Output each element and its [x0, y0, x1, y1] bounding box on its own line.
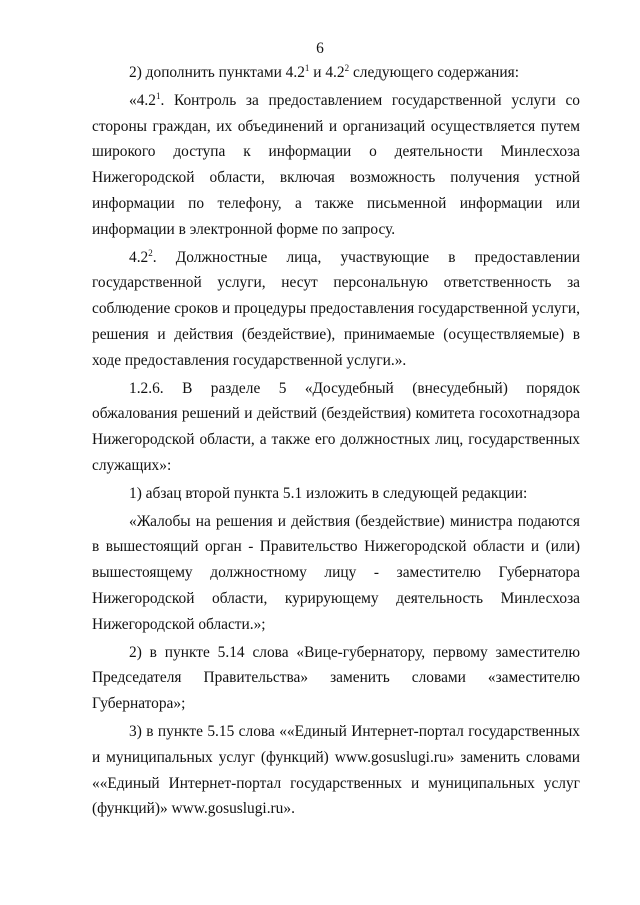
paragraph-4-2-1: «$4.2^1$. Контроль за предоставлением государственной услуги со стороны граждан, их объединений и организаций осуществляется путем широкого доступа к информации о деятельности Минлесхоза Нижегородской области, включая возможность получения устной информации по телефону, а также письменной информации или информации в электронной форме по запросу. [92, 90, 580, 238]
paragraph-item-2: 2) в пункте 5.14 слова «Вице-губернатору, первому заместителю Председателя Правительства» заменить словами «заместителю Губернатора»; [92, 643, 580, 713]
page-number: 6 [316, 40, 324, 57]
paragraph-item-1: 1) абзац второй пункта 5.1 изложить в следующей редакции: [129, 484, 528, 502]
paragraph-complaints: «Жалобы на решения и действия (бездействие) министра подаются в вышестоящий орган - Правительство Нижегородской области и (или) вышестоящему должностному лицу - заместителю Губернатора Нижегородской области, курирующему деятельность Минлесхоза Нижегородской области.»; [92, 512, 580, 633]
paragraph-amendment-intro: 2) дополнить пунктами $4.2^1$ и $4.2^2$ следующего содержания: [129, 63, 519, 81]
paragraph-4-2-2: $4.2^2$. Должностные лица, участвующие в предоставлении государственной услуги, несут персональную ответственность за соблюдение сроков и процедуры предоставления государственной услуги, решения и действия (бездействие), принимаемые (осуществляемые) в ходе предоставления государственной услуги.». [92, 247, 580, 369]
paragraph-item-3: 3) в пункте 5.15 слова ««Единый Интернет-портал государственных и муниципальных услуг (функций) www.gosuslugi.ru» заменить словами ««Единый Интернет-портал государственных и муниципальных услуг (функций)» www.gosuslugi.ru». [92, 722, 580, 818]
paragraph-1-2-6: 1.2.6. В разделе 5 «Досудебный (внесудебный) порядок обжалования решений и действий (бездействия) комитета госохотнадзора Нижегородской области, а также его должностных лиц, государственных служащих»: [92, 379, 580, 474]
document-body [92, 60, 580, 822]
